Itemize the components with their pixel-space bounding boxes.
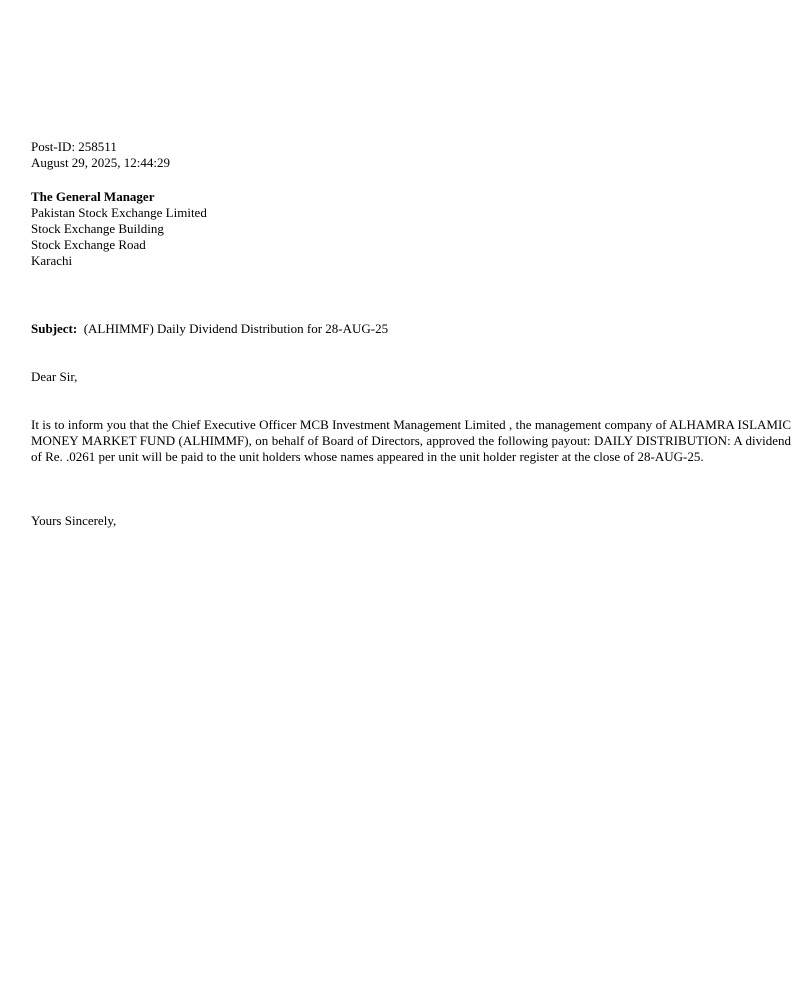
recipient-line: Stock Exchange Road (31, 237, 146, 252)
recipient-line: Stock Exchange Building (31, 221, 164, 236)
salutation: Dear Sir, (31, 369, 78, 384)
recipient-line: Pakistan Stock Exchange Limited (31, 205, 207, 220)
subject-text: (ALHIMMF) Daily Dividend Distribution for 28-AUG-25 (83, 321, 389, 336)
post-id: Post-ID: 258511 (31, 139, 117, 154)
recipient-line: Karachi (31, 253, 73, 268)
recipient-name: The General Manager (31, 189, 155, 204)
subject-line (31, 321, 790, 337)
letter-body: It is to inform you that the Chief Executive Officer MCB Investment Management Limited , the management company of ALHAMRA ISLAMIC MONEY MARKET FUND (ALHIMMF), on behalf of Board of Directors, approved the following payout: DAILY DISTRIBUTION: A dividend of Re. .0261 per unit will be paid to the unit holders whose names appeared in the unit holder register at the close of 28-AUG-25. (31, 417, 791, 464)
letter-datetime: August 29, 2025, 12:44:29 (31, 155, 171, 170)
subject-label: Subject: (31, 321, 78, 336)
closing: Yours Sincerely, (31, 513, 117, 528)
recipient-address (31, 189, 790, 269)
letter-meta (31, 139, 790, 171)
